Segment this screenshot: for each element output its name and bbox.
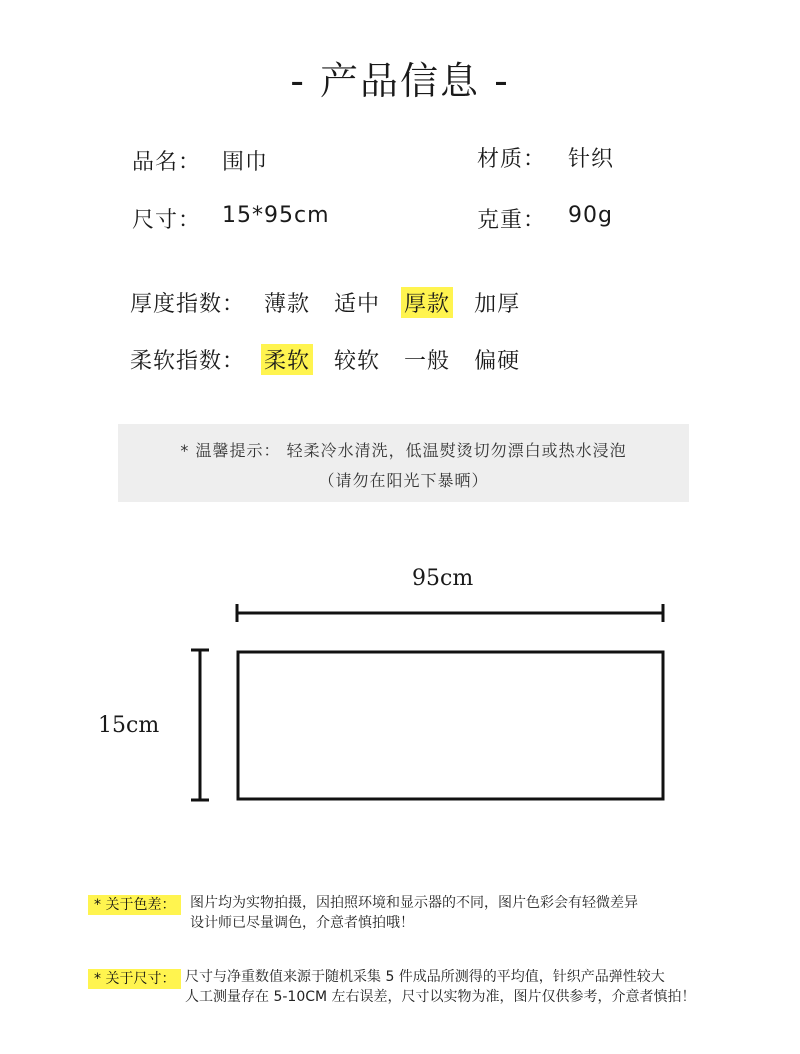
color-note-tag: * 关于色差： (88, 895, 181, 915)
softness-option: 一般 (404, 349, 451, 374)
height-dimension-line (191, 650, 209, 800)
size-note (88, 968, 181, 988)
width-dimension-label: 95cm (412, 566, 474, 591)
color-note-line1: 图片均为实物拍摄，因拍照环境和显示器的不同，图片色彩会有轻微差异 (190, 895, 638, 911)
thickness-label: 厚度指数： (130, 292, 246, 317)
size-label: 尺寸： (132, 208, 202, 233)
care-notice-line2: （请勿在阳光下暴晒） (318, 471, 489, 490)
size-note-line2: 人工测量存在 5-10CM 左右误差，尺寸以实物为准，图片仅供参考，介意者慎拍！ (185, 989, 696, 1005)
softness-label: 柔软指数： (130, 349, 246, 374)
thickness-option: 薄款 (264, 292, 311, 317)
softness-option: 较软 (334, 349, 381, 374)
size-value: 15*95cm (222, 203, 330, 228)
page-title: - 产品信息 - (290, 59, 510, 103)
color-note (88, 894, 181, 914)
material-value: 针织 (568, 147, 615, 172)
material-label: 材质： (477, 147, 547, 172)
name-value: 围巾 (222, 150, 269, 175)
size-note-text (185, 967, 696, 1007)
width-dimension-line (237, 604, 663, 622)
thickness-option: 适中 (334, 292, 381, 317)
size-note-tag: * 关于尺寸： (88, 969, 181, 989)
weight-value: 90g (568, 203, 613, 228)
scarf-outline (238, 652, 663, 799)
weight-label: 克重： (477, 208, 547, 233)
thickness-option: 加厚 (474, 292, 521, 317)
care-notice-line1: * 温馨提示： 轻柔冷水清洗，低温熨烫切勿漂白或热水浸泡 (180, 441, 627, 460)
softness-option: 偏硬 (474, 349, 521, 374)
color-note-line2: 设计师已尽量调色，介意者慎拍哦！ (190, 915, 414, 931)
color-note-text (190, 893, 638, 933)
thickness-option: 厚款 (401, 287, 453, 318)
softness-option: 柔软 (261, 344, 313, 375)
size-note-line1: 尺寸与净重数值来源于随机采集 5 件成品所测得的平均值，针织产品弹性较大 (185, 969, 665, 985)
height-dimension-label: 15cm (98, 713, 160, 738)
name-label: 品名： (132, 150, 202, 175)
